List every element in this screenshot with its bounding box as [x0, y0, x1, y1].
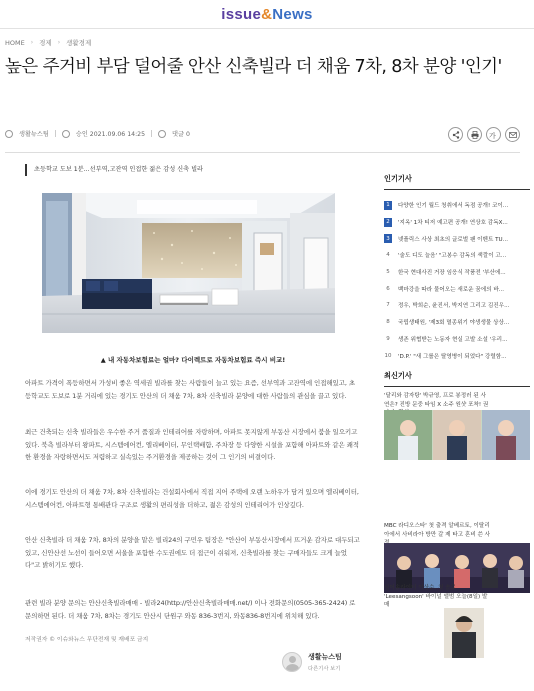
font-size-icon[interactable]: [486, 127, 501, 142]
rank-badge: 8: [386, 319, 390, 326]
popular-item[interactable]: [384, 197, 530, 214]
latest-heading: 최신기사: [384, 371, 412, 380]
popular-item[interactable]: [384, 230, 530, 247]
article-author[interactable]: 생활뉴스팀: [19, 131, 49, 138]
chevron-right-icon: ›: [57, 39, 61, 46]
article-meta: [5, 129, 190, 138]
article-date: 승인 2021.09.06 14:25: [75, 131, 146, 138]
rank-badge: 1: [384, 201, 392, 210]
comment-icon: [158, 130, 166, 138]
popular-item[interactable]: [384, 247, 530, 264]
article-title: 높은 주거비 부담 덜어줄 안산 신축빌라 더 채움 7차, 8차 분양 '인기': [5, 57, 502, 77]
author-card[interactable]: [282, 652, 342, 672]
latest-item-text: MBC 라디오스타' 첫 출격 알베르토, 이탈리아에서 사비라아 방만 갈 제 타고 혼비 쓴 사: [384, 523, 491, 538]
article-paragraph: 관련 빌라 분양 문의는 안산신축빌라매매 - 빌라24(http://안산신축빌라매매.net/) 이나 전화문의(0505-365-2424) 로 문의하면 된다. 더 채움 7차, 8차는 경기도 안산시 단원구 와동 836-3번지, 와동836-8번지에 위치해 있다.: [25, 599, 356, 620]
latest-item-text: '달리와 감자탕' 박규영, 프로 봉정러 된 사연은? 진방 문중 타임 X 소주 원샷 포착! 권: [384, 393, 489, 408]
popular-item[interactable]: [384, 314, 530, 331]
meta-separator: [151, 130, 152, 137]
breadcrumb: [5, 38, 91, 47]
article-subtitle: 초등학교 도보 1분...선부역,고잔역 인접한 젊은 감성 신축 빌라: [25, 164, 361, 176]
popular-item[interactable]: [384, 297, 530, 314]
photo-caption-link[interactable]: ▲ 내 자동차보험료는 얼마? 다이렉트로 자동차보험료 즉시 비교!: [100, 356, 286, 364]
email-icon[interactable]: [505, 127, 520, 142]
user-icon: [5, 130, 13, 138]
meta-separator: [55, 130, 56, 137]
print-icon[interactable]: [467, 127, 482, 142]
popular-item-text: 넷플릭스 사상 최초의 글로벌 팬 이벤트 TU...: [398, 236, 508, 243]
popular-item-text: '술도 디도 늘음' "고봉수 감독의 색깔이 고...: [398, 253, 507, 260]
latest-item-thumbnail[interactable]: [384, 608, 530, 658]
article-paragraph: 이에 경기도 안산의 더 채움 7차, 8차 신축빌라는 건설회사에서 직접 지어 주택에 오랜 노하우가 담겨 있으며 엘리베이터, 시스템에어컨, 아파트형 통배관다 구조로 생활의 편리성을 더하고, 젊은 감성의 인테리어가 인상깊다.: [25, 488, 359, 509]
svg-text:가: 가: [489, 131, 496, 139]
rank-badge: 10: [384, 352, 392, 359]
rank-badge: 9: [386, 335, 390, 342]
clock-icon: [62, 130, 70, 138]
popular-item-text: 정우, 박희순, 윤진서, 박지연 그리고 김진우...: [398, 303, 510, 310]
popular-item[interactable]: [384, 331, 530, 348]
popular-heading: 인기기사: [384, 174, 412, 183]
rank-badge: 3: [384, 234, 392, 243]
popular-item-text: 국립생태원, '제3회 멸종위기 야생생물 상상...: [398, 320, 510, 327]
author-more-link[interactable]: 다른기사 보기: [308, 666, 341, 672]
popular-item-text: 다양한 인기 월드 청취에서 독점 공개! 코이...: [398, 203, 509, 210]
popular-item-text: 'D.P.' "새 그룹은 탈영병이 되었다" 강렬함...: [398, 353, 507, 360]
rank-badge: 2: [384, 218, 392, 227]
latest-articles: [384, 371, 530, 608]
article-paragraph: 안산 신축빌라 더 채움 7차, 8차의 분양을 맡은 빌리24의 구민우 팀장은 "안산이 부동산시장에서 뜨거운 감자로 대두되고 있고, 신안산선 노선이 들어오면 서울을 포함한 수도권에도 더 접근이 쉬워져, 신축빌라를 찾는 구매자들도 크게 늘었다"고 밝히기도 했다.: [25, 536, 360, 570]
article-paragraph: 아파트 가격이 폭등하면서 가성비 좋은 역세권 빌라를 찾는 사람들이 늘고 있는 요즘, 선부역과 고잔역에 인접해있고, 초등학교도 도보로 1분 거리에 있는 경기도 안산의 더 채움 7차, 8차 신축빌라 분양에 대한 사람들의 관심을 끌고 있다.: [25, 379, 356, 400]
rank-badge: 7: [386, 302, 390, 309]
article-paragraph: 최근 건축되는 신축 빌라들은 우수한 주거 품질과 인테리어를 자랑하며, 아파트 못지않게 부동산 시장에서 붐을 일으키고 있다. 북측 빌라부터 왕파트, 시스템에어컨, 엘리베이터, 무인택배함, 주차장 등 다양한 시설을 포함해 아파트와 같은 쾌적한 환경을 자랑하면서도 저렴하고 실속있는 주거환경을 제공하는 것이 그 인기의 비결이다.: [25, 428, 359, 462]
popular-item[interactable]: [384, 214, 530, 231]
logo-part-news: News: [272, 6, 313, 23]
share-icon[interactable]: [448, 127, 463, 142]
latest-item-thumbnail[interactable]: [384, 410, 530, 460]
album-cover-image: [384, 608, 530, 658]
popular-item[interactable]: [384, 264, 530, 281]
popular-item-text: 백마강을 따라 물어오는 새로운 꿈에의 바...: [398, 286, 505, 293]
comment-count[interactable]: 댓글 0: [172, 131, 190, 138]
article-photo[interactable]: [42, 193, 335, 333]
rank-badge: 5: [386, 269, 390, 276]
latest-item[interactable]: [384, 584, 530, 610]
living-room-image: [42, 193, 335, 333]
site-logo[interactable]: [0, 6, 534, 23]
latest-item-text: 심어송라이터 이상순, 첫 솔로 'Leesangsoon' 바이널 앨범 오늘(8일) 발매: [384, 585, 488, 608]
share-toolbar: [448, 127, 520, 142]
popular-articles: [384, 174, 530, 364]
drama-still-image: [384, 410, 530, 460]
breadcrumb-life-economy[interactable]: 생활경제: [66, 39, 92, 47]
chevron-right-icon: ›: [30, 39, 34, 46]
breadcrumb-economy[interactable]: 경제: [39, 39, 52, 47]
rank-badge: 6: [386, 285, 390, 292]
header-divider: [0, 28, 534, 29]
avatar: [282, 652, 302, 672]
sidebar-divider: [384, 189, 530, 190]
title-divider: [5, 152, 520, 153]
logo-ampersand: &: [261, 6, 273, 23]
popular-item-text: '지옥' 1차 티저 예고편 공개! 연상호 감독X...: [398, 220, 508, 227]
popular-item-text: 생존 위협받는 노동자 현실 고발 소설 '우리...: [398, 336, 508, 343]
popular-item-text: 한국 현대사진 거장 임응식 작품전 '부산에...: [398, 270, 506, 277]
author-name: 생활뉴스팀: [308, 653, 342, 661]
copyright-notice: 저작권자 © 이슈와뉴스 무단전재 및 재배포 금지: [25, 637, 149, 643]
sidebar-divider: [384, 386, 530, 387]
popular-item[interactable]: [384, 347, 530, 364]
popular-item[interactable]: [384, 280, 530, 297]
breadcrumb-home[interactable]: HOME: [5, 38, 25, 47]
logo-part-issue: issue: [221, 6, 262, 23]
rank-badge: 4: [386, 252, 390, 259]
